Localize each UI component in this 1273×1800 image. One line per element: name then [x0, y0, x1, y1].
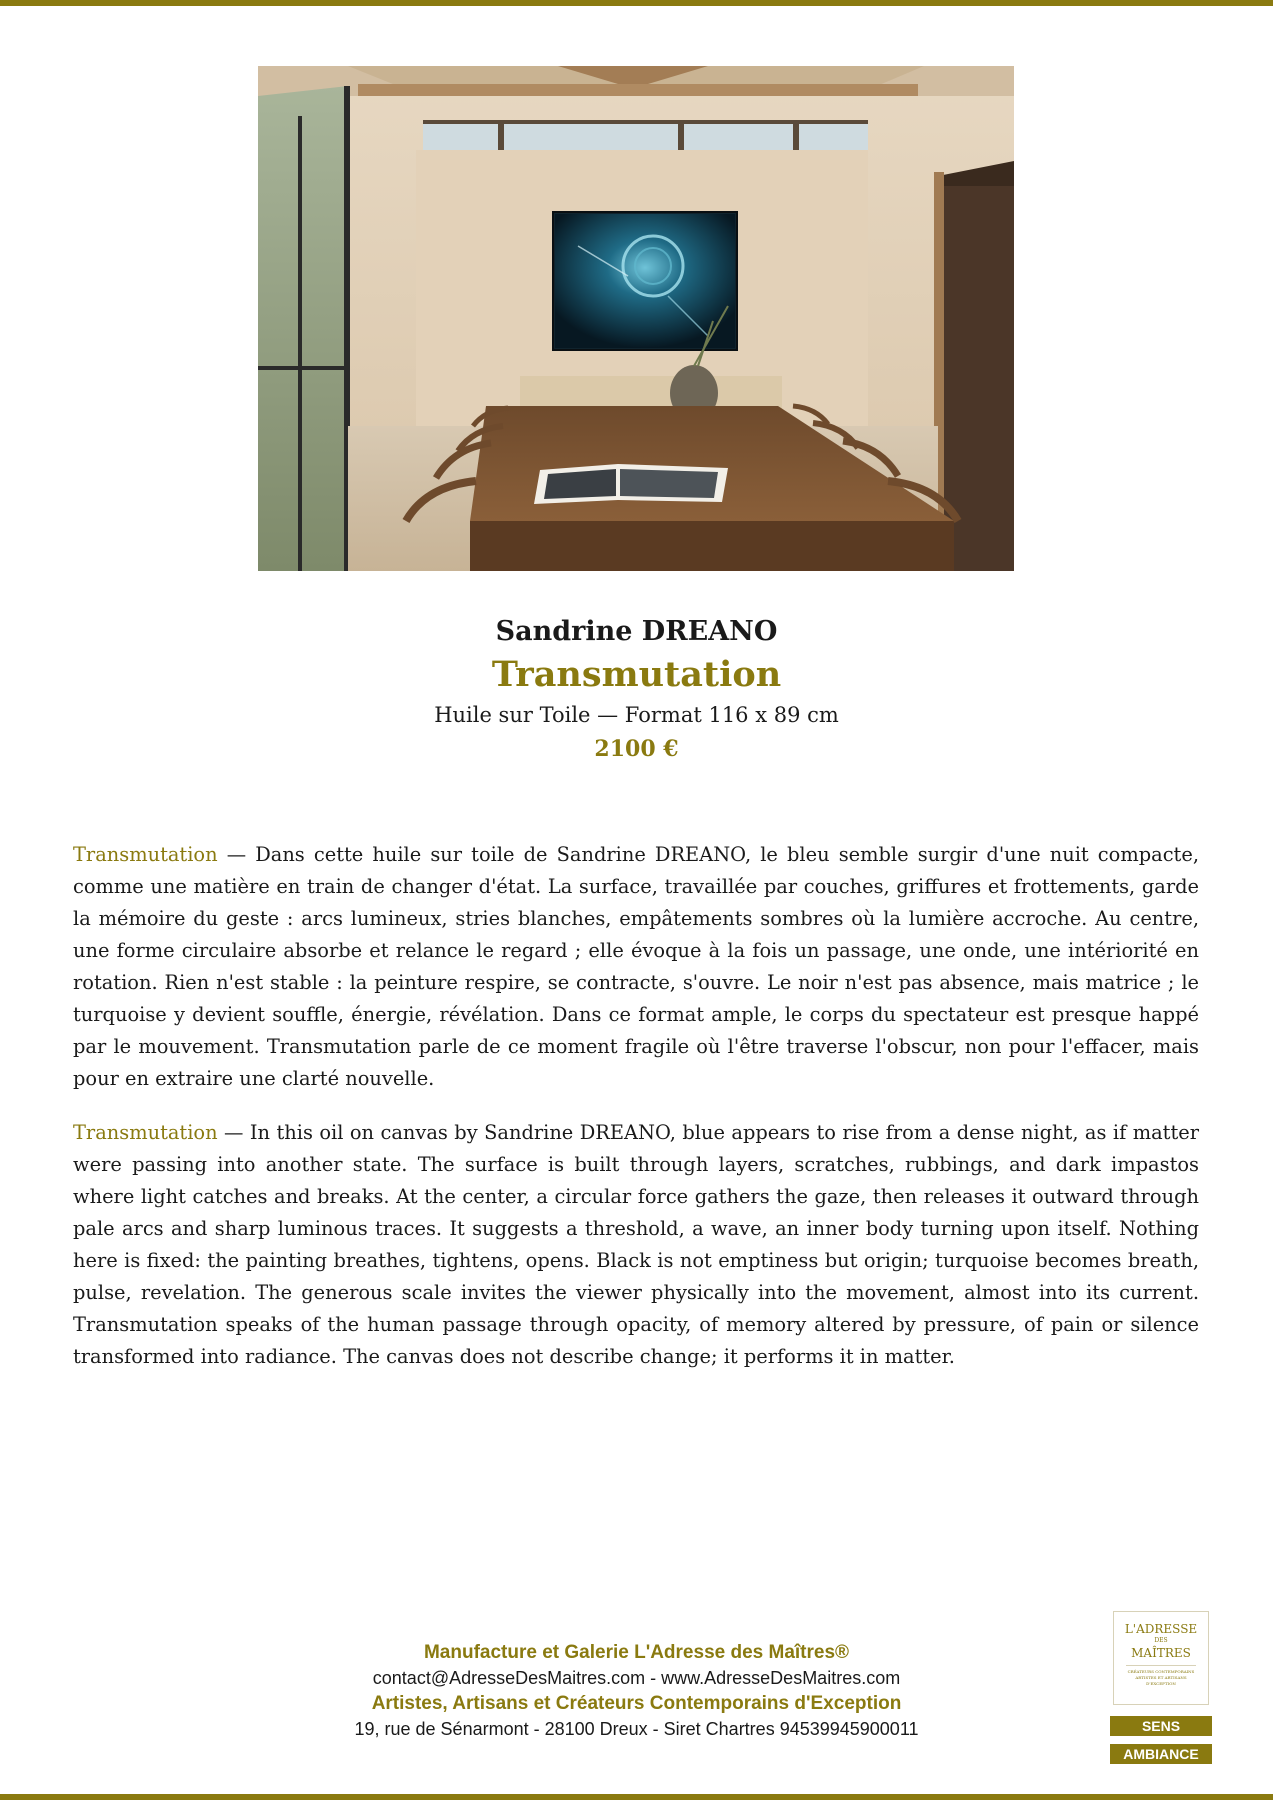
artist-name: Sandrine DREANO [495, 616, 778, 647]
description-lead-fr: Transmutation [73, 843, 218, 866]
footer-tagline: Artistes, Artisans et Créateurs Contemporains d'Exception [371, 1693, 902, 1714]
artwork-photo [258, 66, 1014, 571]
artwork-heading [0, 612, 1273, 766]
badge-ambiance: AMBIANCE [1110, 1744, 1212, 1764]
artwork-title: Transmutation [491, 654, 782, 695]
bottom-accent-bar [0, 1794, 1273, 1800]
gallery-logo [1113, 1611, 1209, 1705]
badge-sens: SENS [1110, 1716, 1212, 1736]
logo-line-2: DES [1154, 1637, 1168, 1644]
logo-divider [1126, 1665, 1196, 1666]
description-french [73, 839, 1199, 1095]
logo-line-3: MAÎTRES [1131, 1646, 1191, 1660]
description-text-en: — In this oil on canvas by Sandrine DREANO, blue appears to rise from a dense night, as if matter were passing into another state. The surface is built through layers, scratches, rubbings, and dark impastos where light catches and breaks. At the center, a circular force gathers the gaze, then releases it outward through pale arcs and sharp luminous traces. It suggests a threshold, a wave, an inner body turning upon itself. Nothing here is fixed: the painting breathes, tightens, opens. Black is not emptiness but origin; turquoise becomes breath, pulse, revelation. The generous scale invites the viewer physically into the movement, almost into its current. Transmutation speaks of the human passage through opacity, of memory altered by pressure, of pain or silence transformed into radiance. The canvas does not describe change; it performs it in matter. [73, 1121, 1199, 1368]
artwork-description [73, 839, 1199, 1395]
footer-contact: contact@AdresseDesMaitres.com - www.AdresseDesMaitres.com [372, 1668, 901, 1688]
description-english [73, 1117, 1199, 1373]
footer-address: 19, rue de Sénarmont - 28100 Dreux - Siret Chartres 94539945900011 [354, 1719, 919, 1739]
description-lead-en: Transmutation [73, 1121, 218, 1144]
logo-line-4: CRÉATEURS CONTEMPORAINS ARTISTES ET ARTISANS D'EXCEPTION [1127, 1669, 1195, 1686]
top-accent-bar [0, 0, 1273, 6]
footer-gallery-name: Manufacture et Galerie L'Adresse des Maîtres® [423, 1642, 850, 1663]
interior-room-with-painting-image [258, 66, 1014, 571]
description-text-fr: — Dans cette huile sur toile de Sandrine DREANO, le bleu semble surgir d'une nuit compacte, comme une matière en train de changer d'état. La surface, travaillée par couches, griffures et frottements, garde la mémoire du geste : arcs lumineux, stries blanches, empâtements sombres où la lumière accroche. Au centre, une forme circulaire absorbe et relance le regard ; elle évoque à la fois un passage, une onde, une intériorité en rotation. Rien n'est stable : la peinture respire, se contracte, s'ouvre. Le noir n'est pas absence, mais matrice ; le turquoise y devient souffle, énergie, révélation. Dans ce format ample, le corps du spectateur est presque happé par le mouvement. Transmutation parle de ce moment fragile où l'être traverse l'obscur, non pour l'effacer, mais pour en extraire une clarté nouvelle. [73, 843, 1199, 1090]
logo-line-1: L'ADRESSE [1124, 1622, 1198, 1636]
artwork-price: 2100 € [594, 736, 679, 762]
footer [0, 1640, 1273, 1742]
artwork-medium: Huile sur Toile — Format 116 x 89 cm [434, 703, 839, 727]
